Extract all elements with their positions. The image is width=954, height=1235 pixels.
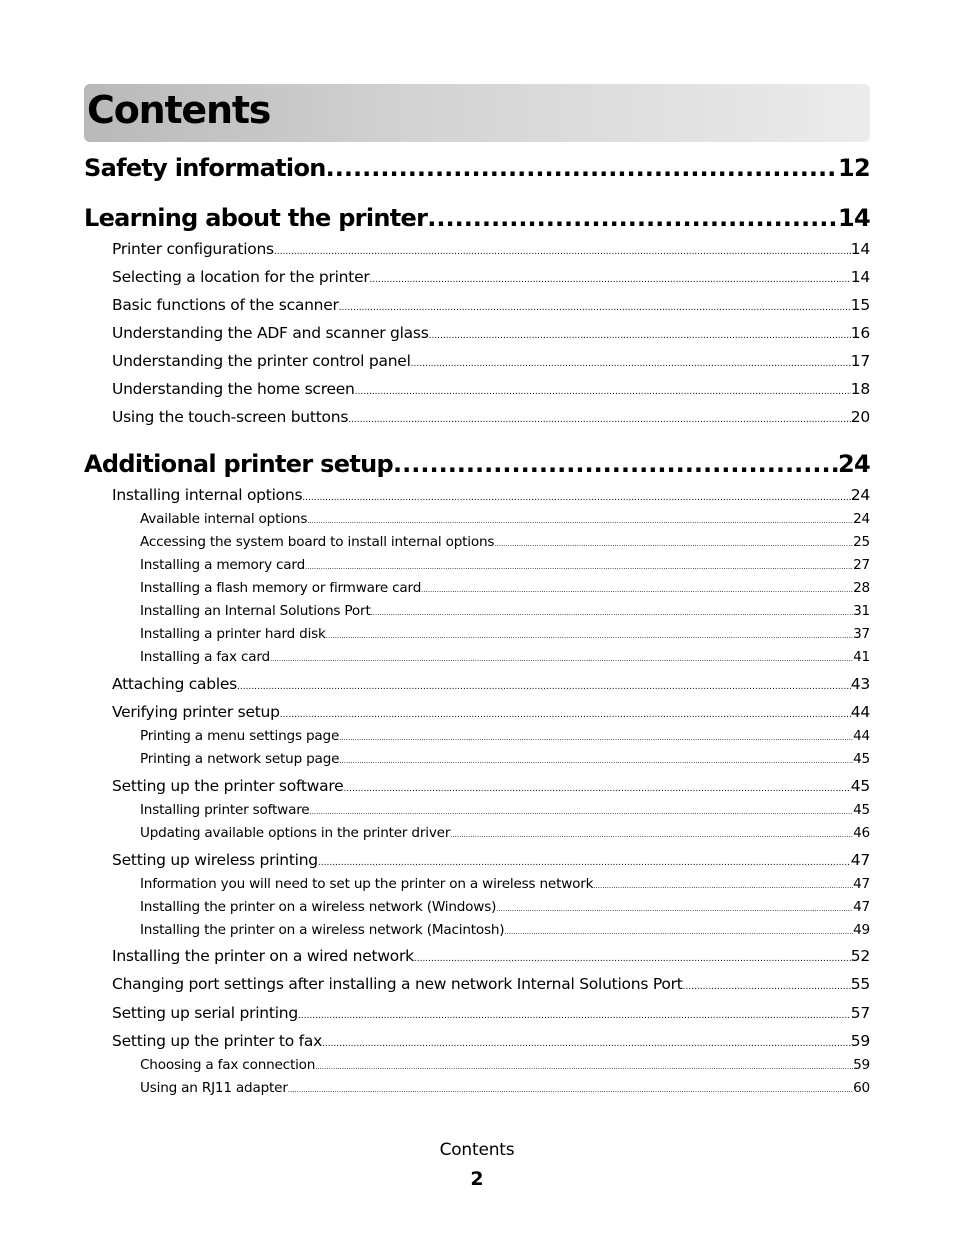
toc-entry-level-2[interactable]	[112, 703, 870, 725]
toc-entry-title: Printing a network setup page	[140, 751, 340, 767]
toc-entry-title: Installing the printer on a wireless network (Macintosh)	[140, 922, 505, 938]
toc-entry-page-number: 52	[850, 947, 870, 965]
toc-entry-level-3[interactable]	[140, 649, 870, 669]
toc-entry-title: Using an RJ11 adapter	[140, 1080, 288, 1096]
toc-entry-title: Installing the printer on a wireless network (Windows)	[140, 899, 497, 915]
toc-entry-page-number: 45	[853, 802, 870, 818]
toc-entry-level-3[interactable]	[140, 557, 870, 577]
toc-entry-page-number: 44	[853, 728, 870, 744]
toc-dot-leader	[343, 784, 850, 794]
toc-dot-leader	[393, 450, 838, 478]
toc-entry-title: Printing a menu settings page	[140, 728, 340, 744]
toc-entry-title: Installing printer software	[140, 802, 310, 818]
toc-dot-leader	[326, 154, 838, 182]
toc-entry-title: Attaching cables	[112, 675, 238, 693]
toc-entry-level-3[interactable]	[140, 802, 870, 822]
toc-entry-level-2[interactable]	[112, 324, 870, 346]
toc-entry-title: Available internal options	[140, 511, 308, 527]
toc-dot-leader	[270, 655, 853, 663]
toc-entry-level-3[interactable]	[140, 1057, 870, 1077]
toc-entry-page-number: 47	[853, 899, 870, 915]
toc-entry-title: Installing a printer hard disk	[140, 626, 326, 642]
toc-entry-level-2[interactable]	[112, 1032, 870, 1054]
toc-entry-page-number: 37	[853, 626, 870, 642]
toc-entry-page-number: 46	[853, 825, 870, 841]
toc-entry-level-2[interactable]	[112, 268, 870, 290]
toc-dot-leader	[450, 831, 853, 839]
toc-entry-page-number: 49	[853, 922, 870, 938]
toc-entry-title: Installing internal options	[112, 486, 303, 504]
toc-entry-level-2[interactable]	[112, 975, 870, 997]
page-title: Contents	[87, 88, 271, 132]
toc-entry-title: Using the touch-screen buttons	[112, 408, 349, 426]
toc-dot-leader	[421, 586, 853, 594]
toc-entry-level-1[interactable]	[84, 154, 870, 184]
toc-entry-page-number: 55	[850, 975, 870, 993]
toc-entry-level-3[interactable]	[140, 899, 870, 919]
toc-dot-leader	[302, 493, 850, 503]
toc-entry-level-2[interactable]	[112, 380, 870, 402]
toc-entry-page-number: 44	[850, 703, 870, 721]
toc-entry-title: Printer configurations	[112, 240, 274, 258]
toc-entry-level-3[interactable]	[140, 534, 870, 554]
toc-entry-page-number: 28	[853, 580, 870, 596]
toc-dot-leader	[318, 858, 851, 868]
toc-dot-leader	[427, 204, 838, 232]
toc-entry-title: Understanding the home screen	[112, 380, 355, 398]
page-title-banner	[84, 84, 870, 142]
toc-dot-leader	[309, 808, 853, 816]
toc-entry-level-3[interactable]	[140, 751, 870, 771]
toc-entry-level-3[interactable]	[140, 825, 870, 845]
toc-entry-level-1[interactable]	[84, 204, 870, 234]
toc-entry-level-1[interactable]	[84, 450, 870, 480]
toc-entry-level-3[interactable]	[140, 580, 870, 600]
toc-entry-page-number: 45	[853, 751, 870, 767]
toc-entry-page-number: 60	[853, 1080, 870, 1096]
toc-entry-page-number: 25	[853, 534, 870, 550]
toc-dot-leader	[339, 757, 853, 765]
toc-entry-title: Setting up the printer software	[112, 777, 344, 795]
toc-entry-level-2[interactable]	[112, 851, 870, 873]
toc-entry-page-number: 20	[850, 408, 870, 426]
toc-entry-title: Installing the printer on a wired network	[112, 947, 414, 965]
toc-entry-level-3[interactable]	[140, 511, 870, 531]
toc-entry-title: Changing port settings after installing a new network Internal Solutions Port	[112, 975, 683, 993]
toc-dot-leader	[348, 415, 851, 425]
toc-entry-page-number: 14	[838, 204, 870, 232]
toc-entry-title: Setting up serial printing	[112, 1004, 298, 1022]
toc-dot-leader	[429, 331, 851, 341]
toc-dot-leader	[315, 1063, 853, 1071]
toc-dot-leader	[414, 954, 851, 964]
toc-dot-leader	[280, 710, 851, 720]
toc-entry-page-number: 16	[850, 324, 870, 342]
toc-entry-page-number: 14	[850, 268, 870, 286]
toc-entry-level-2[interactable]	[112, 675, 870, 697]
toc-dot-leader	[496, 905, 853, 913]
toc-dot-leader	[288, 1086, 853, 1094]
toc-entry-title: Installing an Internal Solutions Port	[140, 603, 371, 619]
toc-entry-level-2[interactable]	[112, 240, 870, 262]
toc-entry-level-2[interactable]	[112, 408, 870, 430]
footer-page-number: 2	[470, 1168, 484, 1190]
toc-dot-leader	[307, 517, 853, 525]
toc-entry-level-2[interactable]	[112, 296, 870, 318]
footer-section-label: Contents	[439, 1140, 515, 1160]
toc-entry-title: Information you will need to set up the printer on a wireless network	[140, 876, 594, 892]
toc-entry-page-number: 43	[850, 675, 870, 693]
toc-entry-title: Additional printer setup	[84, 450, 393, 478]
toc-dot-leader	[371, 609, 854, 617]
toc-entry-title: Understanding the printer control panel	[112, 352, 411, 370]
toc-entry-page-number: 45	[850, 777, 870, 795]
toc-dot-leader	[370, 275, 851, 285]
toc-entry-title: Installing a flash memory or firmware card	[140, 580, 422, 596]
toc-entry-title: Installing a memory card	[140, 557, 306, 573]
toc-entry-page-number: 57	[850, 1004, 870, 1022]
toc-dot-leader	[326, 632, 853, 640]
toc-entry-page-number: 47	[850, 851, 870, 869]
toc-entry-page-number: 15	[850, 296, 870, 314]
toc-entry-page-number: 12	[838, 154, 870, 182]
toc-dot-leader	[494, 540, 853, 548]
toc-dot-leader	[339, 303, 851, 313]
toc-entry-title: Learning about the printer	[84, 204, 428, 232]
toc-entry-page-number: 24	[853, 511, 870, 527]
toc-entry-page-number: 14	[850, 240, 870, 258]
toc-entry-level-3[interactable]	[140, 922, 870, 942]
toc-entry-page-number: 17	[850, 352, 870, 370]
toc-entry-title: Verifying printer setup	[112, 703, 280, 721]
toc-entry-level-2[interactable]	[112, 947, 870, 969]
toc-entry-title: Understanding the ADF and scanner glass	[112, 324, 429, 342]
toc-dot-leader	[237, 682, 851, 692]
toc-entry-level-2[interactable]	[112, 486, 870, 508]
toc-entry-level-3[interactable]	[140, 728, 870, 748]
toc-dot-leader	[504, 928, 853, 936]
toc-dot-leader	[411, 359, 851, 369]
toc-entry-page-number: 27	[853, 557, 870, 573]
toc-entry-level-2[interactable]	[112, 352, 870, 374]
toc-dot-leader	[339, 734, 853, 742]
toc-dot-leader	[274, 247, 851, 257]
toc-entry-page-number: 59	[853, 1057, 870, 1073]
toc-entry-page-number: 41	[853, 649, 870, 665]
toc-entry-level-2[interactable]	[112, 777, 870, 799]
toc-entry-page-number: 18	[850, 380, 870, 398]
toc-dot-leader	[298, 1011, 851, 1021]
toc-entry-title: Selecting a location for the printer	[112, 268, 370, 286]
toc-entry-title: Accessing the system board to install internal options	[140, 534, 495, 550]
toc-dot-leader	[593, 882, 853, 890]
toc-entry-title: Setting up the printer to fax	[112, 1032, 322, 1050]
toc-dot-leader	[355, 387, 851, 397]
toc-entry-level-2[interactable]	[112, 1004, 870, 1026]
toc-dot-leader	[305, 563, 853, 571]
toc-entry-title: Basic functions of the scanner	[112, 296, 339, 314]
toc-entry-title: Updating available options in the printer driver	[140, 825, 451, 841]
toc-dot-leader	[683, 982, 851, 992]
toc-entry-level-3[interactable]	[140, 1080, 870, 1100]
toc-dot-leader	[322, 1039, 851, 1049]
toc-entry-title: Choosing a fax connection	[140, 1057, 316, 1073]
toc-entry-level-3[interactable]	[140, 603, 870, 623]
toc-entry-page-number: 24	[838, 450, 870, 478]
toc-entry-level-3[interactable]	[140, 626, 870, 646]
toc-entry-level-3[interactable]	[140, 876, 870, 896]
toc-entry-page-number: 31	[853, 603, 870, 619]
toc-entry-page-number: 24	[850, 486, 870, 504]
toc-entry-title: Safety information	[84, 154, 326, 182]
toc-entry-title: Setting up wireless printing	[112, 851, 318, 869]
toc-entry-title: Installing a fax card	[140, 649, 270, 665]
toc-entry-page-number: 59	[850, 1032, 870, 1050]
toc-entry-page-number: 47	[853, 876, 870, 892]
